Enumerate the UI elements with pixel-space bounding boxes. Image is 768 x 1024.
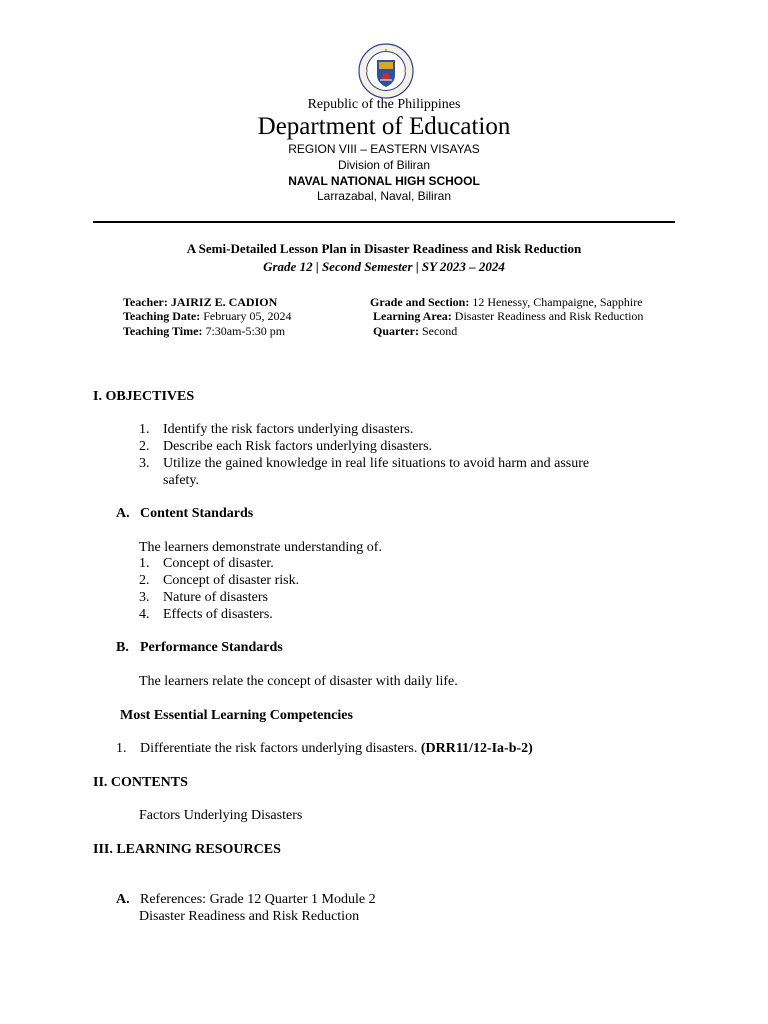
objective-text: Identify the risk factors underlying disasters.	[163, 422, 414, 437]
objective-item	[139, 422, 413, 438]
republic-line: Republic of the Philippines	[307, 97, 461, 112]
teacher-row	[123, 295, 277, 310]
teaching-time-label: Teaching Time:	[123, 324, 203, 338]
region-line: REGION VIII – EASTERN VISAYAS	[288, 142, 480, 156]
content-standard-item	[139, 590, 268, 606]
section-letter: A.	[116, 506, 130, 521]
lesson-plan-subtitle: Grade 12 | Second Semester | SY 2023 – 2024	[263, 259, 505, 274]
objective-text: Describe each Risk factors underlying disasters.	[163, 439, 433, 454]
learning-area-row	[373, 309, 643, 324]
item-number: 1.	[116, 741, 127, 756]
grade-section-value: 12 Henessy, Champaigne, Sapphire	[472, 295, 643, 309]
objective-number: 3.	[139, 456, 150, 471]
item-number: 1.	[139, 556, 150, 571]
objective-item	[139, 456, 589, 472]
lesson-plan-title: A Semi-Detailed Lesson Plan in Disaster Readiness and Risk Reduction	[186, 241, 582, 256]
melc-code: (DRR11/12-Ia-b-2)	[420, 741, 533, 756]
contents-text: Factors Underlying Disasters	[139, 808, 303, 823]
item-text: Effects of disasters.	[163, 607, 273, 622]
content-standard-item	[139, 573, 299, 589]
contents-heading: II. CONTENTS	[93, 775, 188, 790]
content-standards-heading	[116, 506, 253, 522]
teaching-time-row	[123, 324, 285, 339]
melc-heading: Most Essential Learning Competencies	[120, 708, 353, 723]
section-title: Content Standards	[140, 506, 254, 521]
item-number: 3.	[139, 590, 150, 605]
school-name: NAVAL NATIONAL HIGH SCHOOL	[288, 174, 480, 188]
section-letter: B.	[116, 640, 129, 655]
division-line: Division of Biliran	[337, 158, 431, 172]
item-number: 4.	[139, 607, 150, 622]
teaching-date-label: Teaching Date:	[123, 309, 201, 323]
learning-area-value: Disaster Readiness and Risk Reduction	[454, 309, 644, 323]
melc-text: Differentiate the risk factors underlying disasters.	[140, 741, 418, 756]
content-standard-item	[139, 556, 274, 572]
objective-item	[139, 439, 432, 455]
department-title: Department of Education	[257, 113, 511, 140]
item-text: Concept of disaster risk.	[163, 573, 300, 588]
performance-standards-heading	[116, 640, 283, 656]
objective-text: Utilize the gained knowledge in real life situations to avoid harm and assure	[163, 456, 590, 471]
teacher-value: JAIRIZ E. CADION	[170, 295, 278, 309]
teaching-date-value: February 05, 2024	[203, 309, 292, 323]
melc-item	[116, 741, 533, 757]
teacher-label: Teacher:	[123, 295, 168, 309]
section-letter: A.	[116, 892, 130, 907]
references-text: References: Grade 12 Quarter 1 Module 2	[140, 892, 376, 907]
objective-number: 2.	[139, 439, 150, 454]
item-text: Concept of disaster.	[163, 556, 274, 571]
content-standard-item	[139, 607, 273, 623]
objectives-heading: I. OBJECTIVES	[93, 389, 195, 404]
references-subject: Disaster Readiness and Risk Reduction	[139, 909, 360, 924]
school-address: Larrazabal, Naval, Biliran	[316, 189, 452, 203]
learning-resources-heading: III. LEARNING RESOURCES	[93, 842, 281, 857]
quarter-label: Quarter:	[373, 324, 419, 338]
objective-text-continued: safety.	[163, 473, 200, 488]
objective-number: 1.	[139, 422, 150, 437]
grade-section-row	[370, 295, 643, 310]
section-title: Performance Standards	[140, 640, 283, 655]
quarter-value: Second	[421, 324, 458, 338]
deped-seal-logo	[358, 43, 414, 99]
performance-standards-text: The learners relate the concept of disaster with daily life.	[139, 674, 458, 689]
learning-area-label: Learning Area:	[373, 309, 452, 323]
grade-section-label: Grade and Section:	[370, 295, 470, 309]
item-text: Nature of disasters	[163, 590, 268, 605]
teaching-time-value: 7:30am-5:30 pm	[205, 324, 286, 338]
item-number: 2.	[139, 573, 150, 588]
content-standards-intro: The learners demonstrate understanding of.	[139, 540, 382, 555]
references-line	[116, 892, 376, 908]
teaching-date-row	[123, 309, 292, 324]
header-divider	[93, 221, 675, 223]
quarter-row	[373, 324, 457, 339]
